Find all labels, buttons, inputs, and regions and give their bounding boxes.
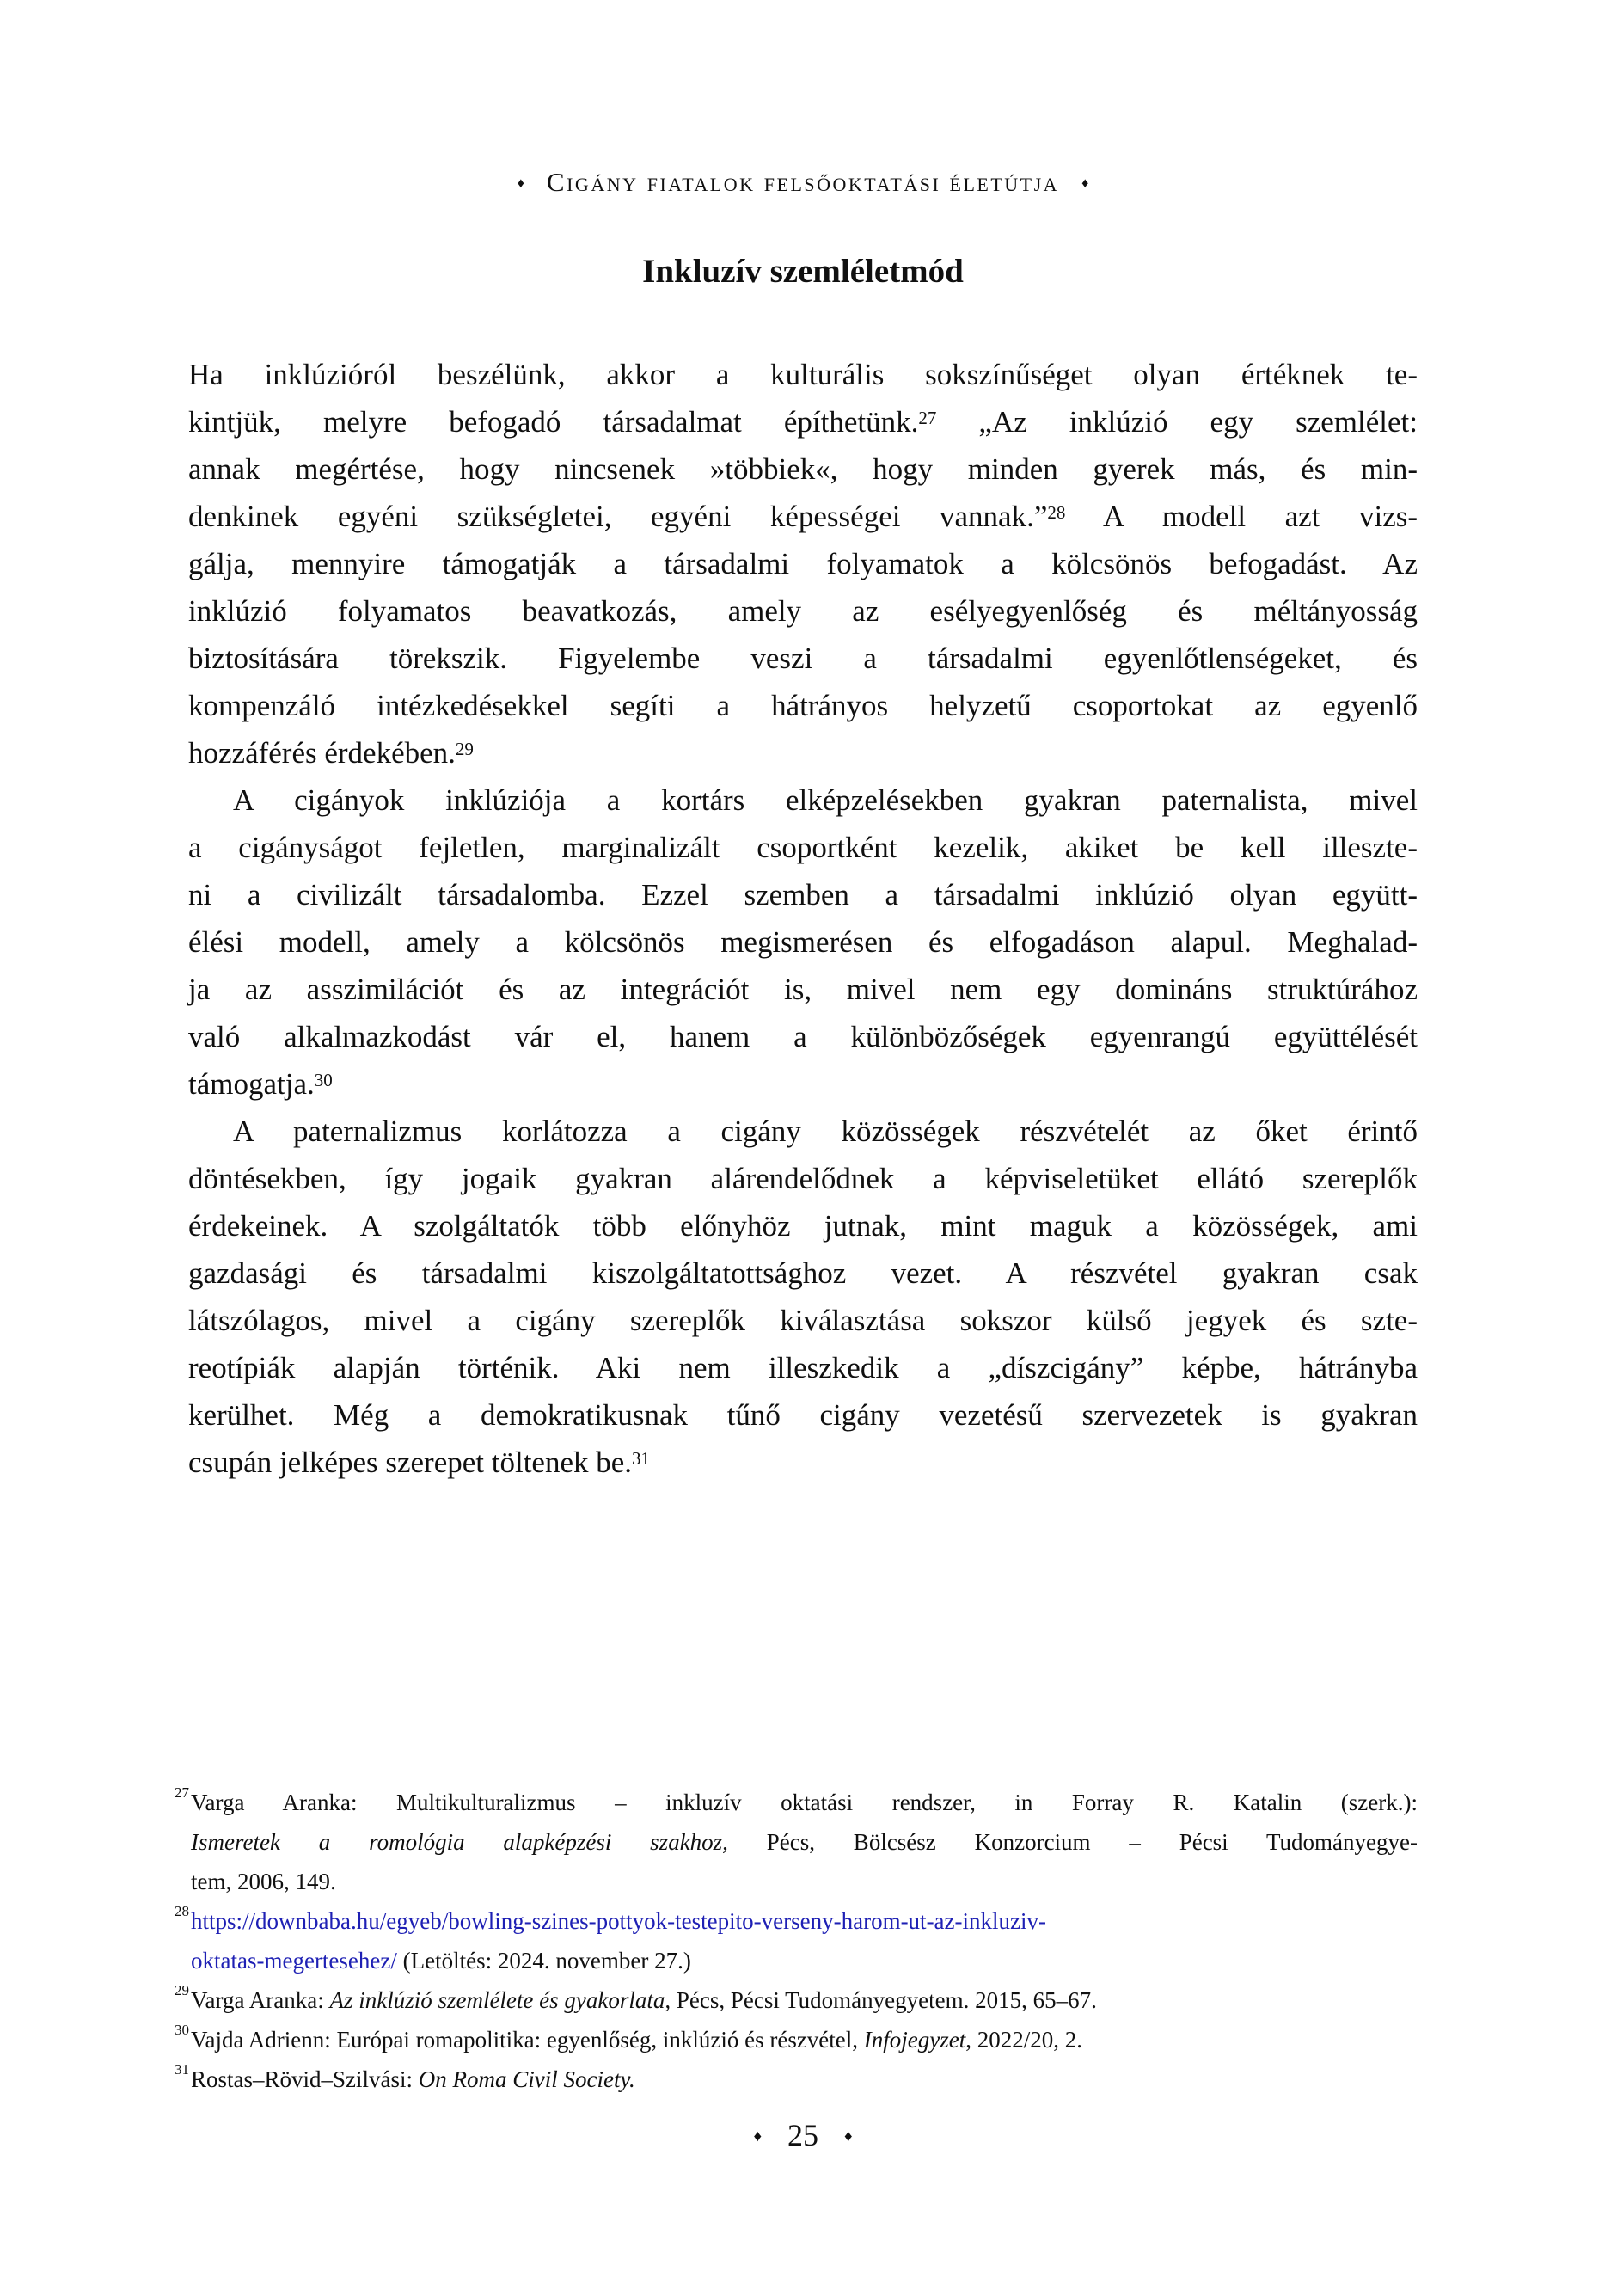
footnote-line	[191, 1783, 1418, 1822]
footnote-ref: 27	[918, 408, 937, 428]
body-line	[188, 493, 1418, 540]
footnote-29	[175, 1980, 1418, 2020]
text-run: Rostas–Rövid–Szilvási:	[191, 2066, 419, 2092]
body-line	[188, 729, 1418, 777]
body-line	[188, 1249, 1418, 1297]
body-line	[188, 777, 1418, 824]
body-line	[188, 1391, 1418, 1439]
body-text	[188, 351, 1418, 1486]
diamond-ornament-icon: ♦	[1081, 175, 1089, 191]
text-run: érdekeinek. A szolgáltatók több előnyhöz jutnak, mint maguk a közösségek, ami	[188, 1209, 1418, 1243]
text-run: Ha inklúzióról beszélünk, akkor a kulturális sokszínűséget olyan értéknek te-	[188, 358, 1418, 391]
text-run: gálja, mennyire támogatják a társadalmi folyamatok a kölcsönös befogadást. Az	[188, 547, 1418, 580]
text-run: denkinek egyéni szükségletei, egyéni képességei vannak.”	[188, 500, 1048, 533]
text-run: , 2022/20, 2.	[965, 2027, 1083, 2053]
footnote-27	[175, 1783, 1418, 1901]
text-run: biztosítására törekszik. Figyelembe veszi a társadalmi egyenlőtlenségeket, és	[188, 642, 1418, 675]
cited-work-title: Az inklúzió szemlélete és gyakorlata,	[329, 1987, 671, 2013]
body-line	[188, 445, 1418, 493]
footnote-ref: 30	[314, 1070, 333, 1090]
body-line	[188, 1013, 1418, 1060]
text-run: tem, 2006, 149.	[191, 1869, 336, 1894]
diamond-ornament-icon: ♦	[517, 175, 524, 191]
text-run: csupán jelképes szerepet töltenek be.	[188, 1446, 633, 1479]
text-run: A modell azt vizs-	[1065, 500, 1418, 533]
text-run: A paternalizmus korlátozza a cigány közösségek részvételét az őket érintő	[233, 1114, 1418, 1148]
running-header-text: Cigány fiatalok felsőoktatási életútja	[546, 167, 1060, 197]
text-run: „Az inklúzió egy szemlélet:	[936, 405, 1418, 439]
text-run: Pécs, Bölcsész Konzorcium – Pécsi Tudományegye-	[727, 1829, 1418, 1855]
text-run: támogatja.	[188, 1067, 315, 1101]
body-line	[188, 540, 1418, 587]
text-run: a cigányságot fejletlen, marginalizált csoportként kezelik, akiket be kell illeszte-	[188, 831, 1418, 864]
body-line	[188, 1202, 1418, 1249]
cited-work-title: Ismeretek a romológia alapképzési szakhoz,	[191, 1829, 728, 1855]
footnote-number: 29	[175, 1982, 189, 1998]
footnote-line	[191, 1941, 1418, 1980]
text-run: gazdasági és társadalmi kiszolgáltatottsághoz vezet. A részvétel gyakran csak	[188, 1256, 1418, 1290]
footnotes	[175, 1783, 1418, 2099]
text-run: döntésekben, így jogaik gyakran alárendelődnek a képviseletüket ellátó szereplők	[188, 1162, 1418, 1195]
text-run: Varga Aranka: Multikulturalizmus – inkluzív oktatási rendszer, in Forray R. Katalin (szerk.):	[191, 1790, 1418, 1815]
footnote-31	[175, 2060, 1418, 2099]
footnote-url-link[interactable]: oktatas-megertesehez/	[191, 1948, 397, 1974]
text-run: kompenzáló intézkedésekkel segíti a hátrányos helyzetű csoportokat az egyenlő	[188, 689, 1418, 722]
footnote-number: 30	[175, 2022, 189, 2038]
text-run: élési modell, amely a kölcsönös megismerésen és elfogadáson alapul. Meghalad-	[188, 925, 1418, 959]
footnote-number: 31	[175, 2061, 189, 2078]
text-run: annak megértése, hogy nincsenek »többiek«, hogy minden gyerek más, és min-	[188, 452, 1418, 486]
running-header	[188, 167, 1418, 198]
body-line	[188, 587, 1418, 635]
body-line	[188, 1108, 1418, 1155]
text-run: való alkalmazkodást vár el, hanem a különbözőségek egyenrangú együttélését	[188, 1020, 1418, 1053]
footnote-28	[175, 1901, 1418, 1980]
text-run: ni a civilizált társadalomba. Ezzel szemben a társadalmi inklúzió olyan együtt-	[188, 878, 1418, 912]
body-line	[188, 966, 1418, 1013]
footnote-line	[191, 1901, 1418, 1941]
footnote-line	[191, 1862, 1418, 1901]
page-number: 25	[787, 2118, 818, 2152]
page-number-footer	[188, 2117, 1418, 2153]
footnote-number: 28	[175, 1903, 189, 1919]
body-line	[188, 824, 1418, 871]
footnote-url-link[interactable]: https://downbaba.hu/egyeb/bowling-szines-pottyok-testepito-verseny-harom-ut-az-inkluziv-	[191, 1908, 1046, 1934]
body-line	[188, 1344, 1418, 1391]
text-run: Vajda Adrienn: Európai romapolitika: egyenlőség, inklúzió és részvétel,	[191, 2027, 864, 2053]
section-title: Inkluzív szemléletmód	[642, 253, 964, 290]
body-line	[188, 635, 1418, 682]
text-run: Pécs, Pécsi Tudományegyetem. 2015, 65–67.	[671, 1987, 1097, 2013]
footnote-ref: 28	[1047, 502, 1066, 523]
footnote-line	[191, 2060, 1418, 2099]
text-run: kintjük, melyre befogadó társadalmat építhetünk.	[188, 405, 919, 439]
body-line	[188, 1155, 1418, 1202]
body-line	[188, 871, 1418, 918]
text-run: kerülhet. Még a demokratikusnak tűnő cigány vezetésű szervezetek is gyakran	[188, 1398, 1418, 1432]
text-run: látszólagos, mivel a cigány szereplők kiválasztása sokszor külső jegyek és szte-	[188, 1304, 1418, 1337]
text-run: (Letöltés: 2024. november 27.)	[396, 1948, 691, 1974]
cited-work-title: Infojegyzet	[863, 2027, 966, 2053]
body-line	[188, 682, 1418, 729]
footnote-number: 27	[175, 1784, 189, 1801]
body-line	[188, 1060, 1418, 1108]
footnote-line	[191, 2020, 1418, 2060]
text-run: inklúzió folyamatos beavatkozás, amely az esélyegyenlőség és méltányosság	[188, 594, 1418, 628]
footnote-line	[191, 1822, 1418, 1862]
diamond-ornament-icon: ♦	[753, 2127, 762, 2146]
text-run: A cigányok inklúziója a kortárs elképzelésekben gyakran paternalista, mivel	[233, 783, 1418, 817]
footnote-ref: 29	[455, 739, 474, 759]
text-run: hozzáférés érdekében.	[188, 736, 456, 770]
text-run: reotípiák alapján történik. Aki nem illeszkedik a „díszcigány” képbe, hátrányba	[188, 1351, 1418, 1384]
text-run: ja az asszimilációt és az integrációt is, mivel nem egy domináns struktúrához	[188, 973, 1418, 1006]
body-line	[188, 1297, 1418, 1344]
body-line	[188, 1439, 1418, 1486]
footnote-ref: 31	[632, 1448, 651, 1469]
cited-work-title: On Roma Civil Society.	[418, 2066, 635, 2092]
footnote-30	[175, 2020, 1418, 2060]
footnote-line	[191, 1980, 1418, 2020]
body-line	[188, 918, 1418, 966]
text-run: Varga Aranka:	[191, 1987, 330, 2013]
body-line	[188, 351, 1418, 398]
diamond-ornament-icon: ♦	[844, 2127, 853, 2146]
body-line	[188, 398, 1418, 445]
